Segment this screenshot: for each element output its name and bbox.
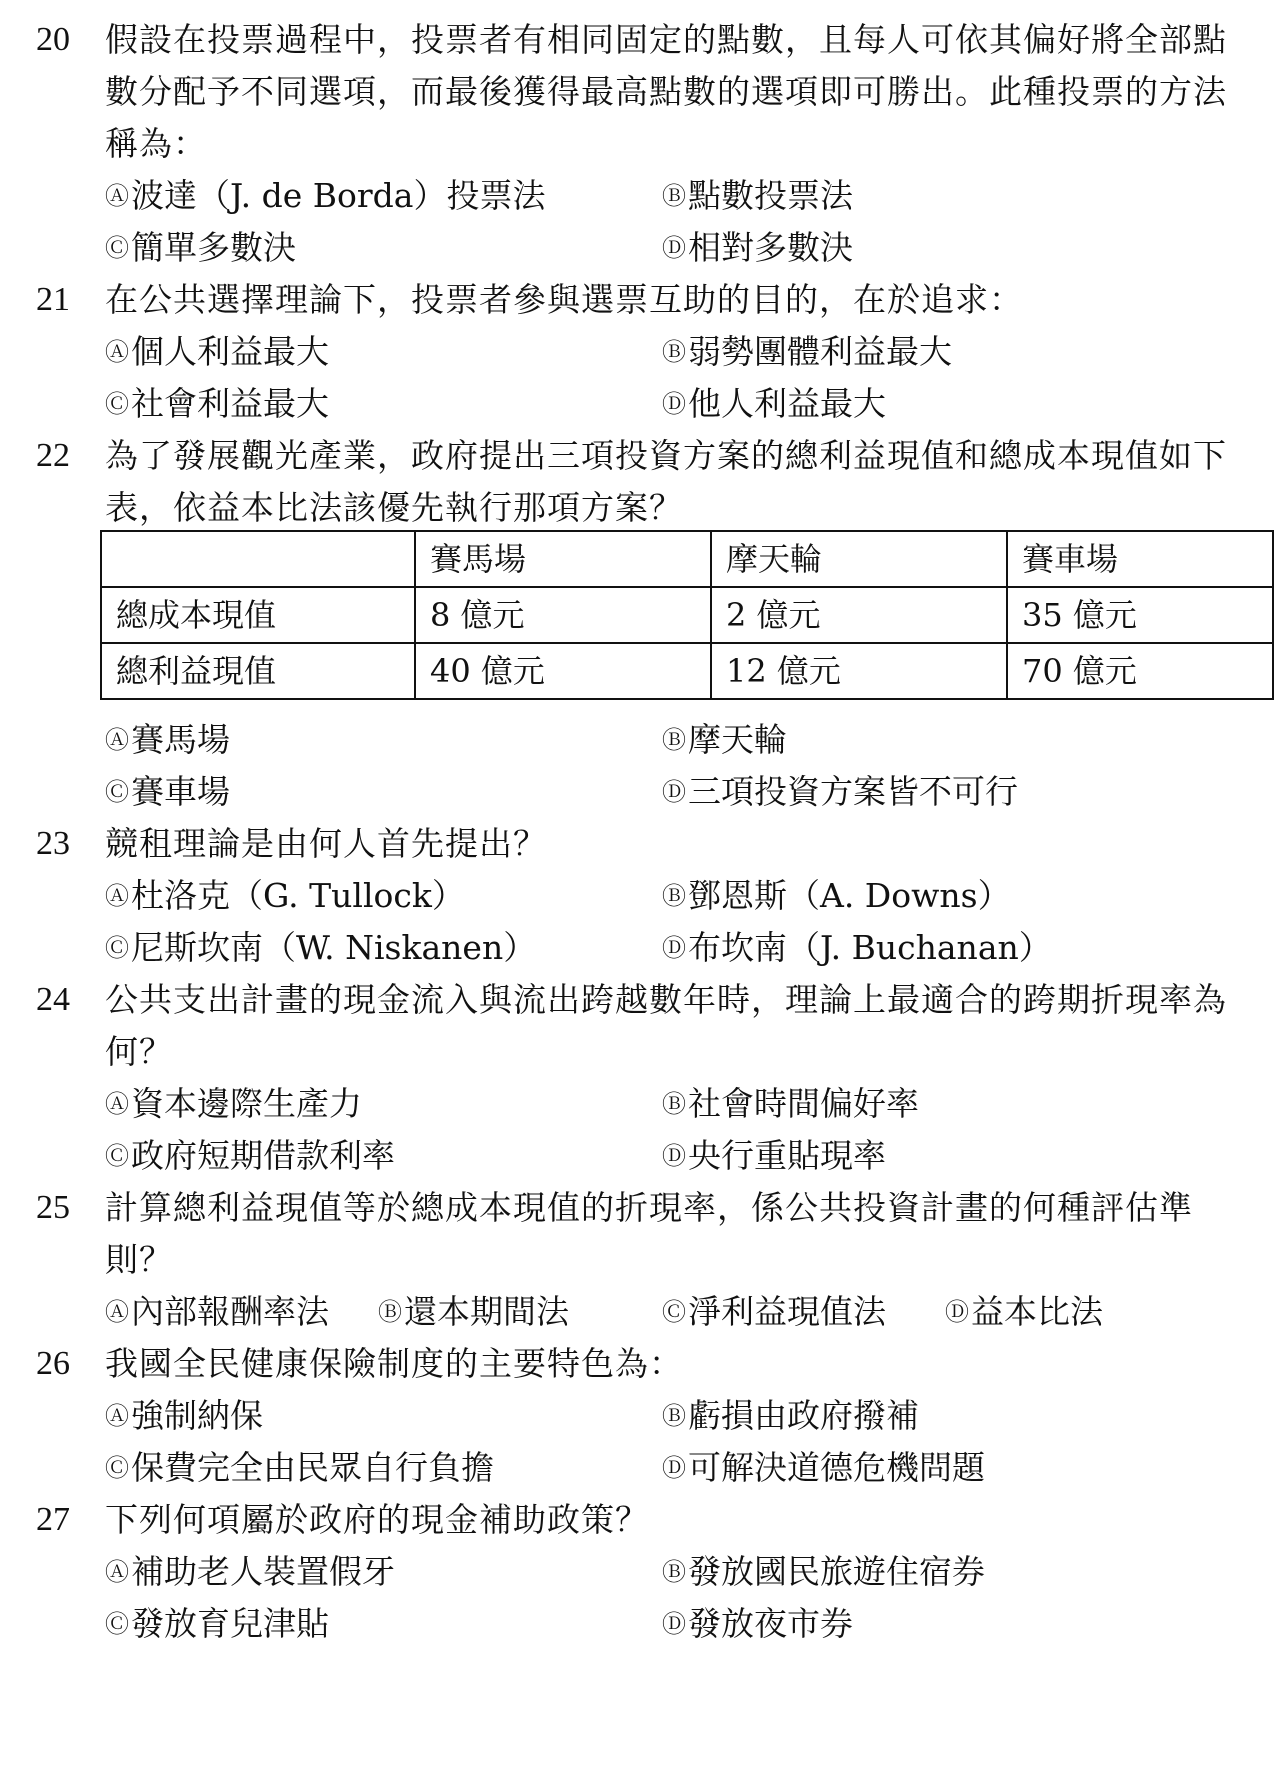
table-cell: 2 億元 (711, 587, 1007, 643)
question-text: 競租理論是由何人首先提出？ (105, 824, 547, 863)
question-number: 24 (36, 981, 70, 1018)
option-c: Ⓒ發放育兒津貼 (105, 1604, 329, 1643)
option-b: Ⓑ還本期間法 (378, 1292, 569, 1331)
option-a: Ⓐ杜洛克（G. Tullock） (105, 876, 465, 915)
option-c: Ⓒ尼斯坎南（W. Niskanen） (105, 928, 537, 967)
question-number: 25 (36, 1189, 70, 1226)
option-c: Ⓒ社會利益最大 (105, 384, 329, 423)
question-text: 計算總利益現值等於總成本現值的折現率，係公共投資計畫的何種評估準則？ (105, 1188, 1193, 1279)
question-text: 為了發展觀光產業，政府提出三項投資方案的總利益現值和總成本現值如下表，依益本比法該優先執行那項方案？ (105, 436, 1227, 527)
question-number: 20 (36, 21, 70, 58)
option-d: Ⓓ他人利益最大 (662, 384, 886, 423)
option-b: Ⓑ虧損由政府撥補 (662, 1396, 919, 1435)
option-d: Ⓓ央行重貼現率 (662, 1136, 886, 1175)
question-number: 22 (36, 437, 70, 474)
table-row (101, 643, 1273, 699)
table-row (101, 587, 1273, 643)
option-b: Ⓑ社會時間偏好率 (662, 1084, 919, 1123)
table-header-row (101, 531, 1273, 587)
table-cell: 賽馬場 (415, 531, 711, 587)
table-cell: 賽車場 (1007, 531, 1273, 587)
option-a: Ⓐ波達（J. de Borda）投票法 (105, 176, 546, 215)
question-text: 公共支出計畫的現金流入與流出跨越數年時，理論上最適合的跨期折現率為何？ (105, 980, 1227, 1071)
option-b: Ⓑ點數投票法 (662, 176, 853, 215)
option-c: Ⓒ淨利益現值法 (662, 1292, 886, 1331)
option-b: Ⓑ發放國民旅遊住宿券 (662, 1552, 985, 1591)
table-cell (101, 531, 415, 587)
question-text: 我國全民健康保險制度的主要特色為： (105, 1344, 683, 1383)
option-d: Ⓓ發放夜市券 (662, 1604, 853, 1643)
option-d: Ⓓ三項投資方案皆不可行 (662, 772, 1018, 811)
table-cell: 35 億元 (1007, 587, 1273, 643)
option-d: Ⓓ相對多數決 (662, 228, 853, 267)
table-cell: 摩天輪 (711, 531, 1007, 587)
option-c: Ⓒ簡單多數決 (105, 228, 296, 267)
question-number: 27 (36, 1501, 70, 1538)
option-b: Ⓑ鄧恩斯（A. Downs） (662, 876, 1011, 915)
option-d: Ⓓ布坎南（J. Buchanan） (662, 928, 1052, 967)
option-c: Ⓒ政府短期借款利率 (105, 1136, 395, 1175)
option-c: Ⓒ賽車場 (105, 772, 230, 811)
question-text: 假設在投票過程中，投票者有相同固定的點數，且每人可依其偏好將全部點數分配予不同選項，而最後獲得最高點數的選項即可勝出。此種投票的方法稱為： (105, 20, 1227, 163)
option-c: Ⓒ保費完全由民眾自行負擔 (105, 1448, 494, 1487)
option-a: Ⓐ補助老人裝置假牙 (105, 1552, 395, 1591)
table-cell: 40 億元 (415, 643, 711, 699)
option-a: Ⓐ資本邊際生產力 (105, 1084, 362, 1123)
question-number: 26 (36, 1345, 70, 1382)
table-cell: 總成本現值 (101, 587, 415, 643)
option-d: Ⓓ益本比法 (945, 1292, 1103, 1331)
option-a: Ⓐ內部報酬率法 (105, 1292, 329, 1331)
option-a: Ⓐ賽馬場 (105, 720, 230, 759)
comparison-table (100, 530, 1274, 700)
table-cell: 70 億元 (1007, 643, 1273, 699)
option-b: Ⓑ摩天輪 (662, 720, 787, 759)
table-cell: 12 億元 (711, 643, 1007, 699)
question-number: 21 (36, 281, 70, 318)
question-text: 在公共選擇理論下，投票者參與選票互助的目的，在於追求： (105, 280, 1023, 319)
option-a: Ⓐ強制納保 (105, 1396, 263, 1435)
option-d: Ⓓ可解決道德危機問題 (662, 1448, 985, 1487)
option-b: Ⓑ弱勢團體利益最大 (662, 332, 952, 371)
table-cell: 8 億元 (415, 587, 711, 643)
table-cell: 總利益現值 (101, 643, 415, 699)
option-a: Ⓐ個人利益最大 (105, 332, 329, 371)
question-number: 23 (36, 825, 70, 862)
question-text: 下列何項屬於政府的現金補助政策？ (105, 1500, 649, 1539)
